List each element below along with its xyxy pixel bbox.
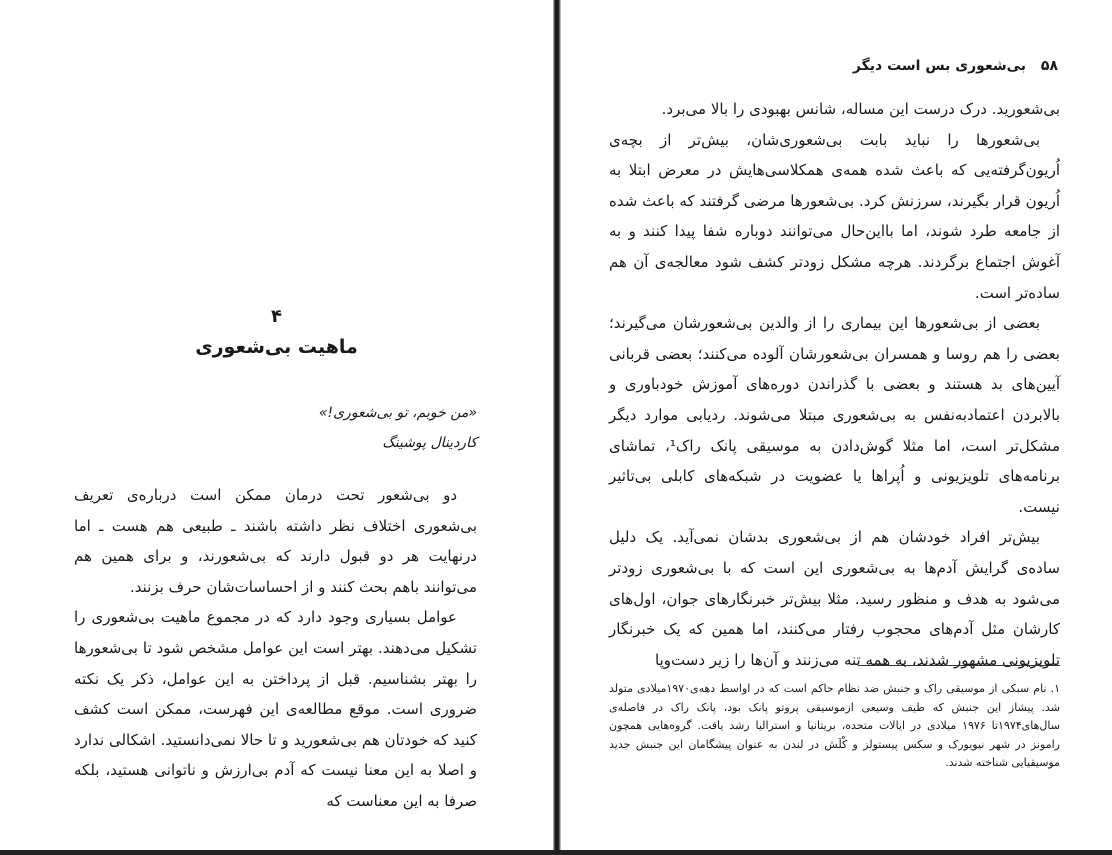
- footnote: ۱. نام سبکی از موسیقی راک و جنبش ضد نظام حاکم است که در اواسط دهه‌ی۱۹۷۰میلادی متولد شد. پیشاز این جنبش که طیف وسیعی ازموسیقی پروتو پانک بود، پانک راک در فاصله‌ی سال‌های۱۹۷۴تا ۱۹۷۶ میلادی در ایالات متحده، بریتانیا و استرالیا رشد یافت. گروه‌هایی همچون رامونز در شهر نیویورک و سکس پیستولز و کْلَش در لندن به‌ عنوان پیشگامان این جنبش جدید موسیقیایی شناخته شدند.: [609, 682, 1060, 770]
- chapter-title: ماهیت بی‌شعوری: [195, 336, 358, 358]
- footnote-divider: [858, 665, 1060, 666]
- epigraph: [319, 398, 477, 458]
- scan-bottom-edge: [0, 850, 1112, 855]
- paragraph: عوامل بسیاری وجود دارد که در مجموع ماهیت بی‌شعوری را تشکیل می‌دهند. بهتر است این عوامل مشخص شود تا بی‌شعورها را بهتر بشناسیم. قبل از پرداختن به این عوامل، ذکر یک نکته ضروری است. موقع مطالعه‌ی این فهرست، ممکن است کشف کنید که خودتان هم بی‌شعورید و تا حالا نمی‌دانستید. اشکالی ندارد و اصلا به این معنا نیست که آدم بی‌ارزش و ناتوانی هستید، بلکه صرفا به این معناست که: [74, 608, 477, 810]
- page-number: ۵۸: [1040, 58, 1058, 74]
- right-page: [561, 0, 1112, 855]
- paragraph: بی‌شعورها را نباید بابت بی‌شعوری‌شان، بیش‌تر از بچه‌ی اُریون‌گرفته‌یی که باعث شده همه‌ی همکلاسی‌هایش در معرض ابتلا به اُریون قرار بگیرند، سرزنش کرد. بی‌شعورها مرضی گرفتند که باعث شده از جامعه طرد شوند، اما بااین‌حال می‌توانند دوباره شفا پیدا کنند و به آغوش اجتماع برگردند. هرچه مشکل زودتر کشف شود معالجه‌ی آن هم ساده‌تر است.: [609, 130, 1060, 302]
- right-body-text: [609, 94, 1060, 675]
- book-spine: [553, 0, 561, 855]
- left-body-text: [74, 480, 477, 817]
- chapter-number: ۴: [271, 306, 282, 327]
- running-title: بی‌شعوری بس است دیگر: [852, 58, 1027, 74]
- paragraph: بی‌شعورید. درک درست این مساله، شانس بهبودی را بالا می‌برد.: [661, 100, 1060, 118]
- epigraph-author: کاردینال پوشینگ: [382, 435, 477, 451]
- paragraph: دو بی‌شعور تحت درمان ممکن است درباره‌ی تعریف بی‌شعوری اختلاف نظر داشته باشند ـ طبیعی هم هست ـ اما درنهایت هر دو قبول دارند که بی‌شعورند، و برای همین هم می‌توانند باهم بحث کنند و از احساسات‌شان حرف بزنند.: [74, 486, 477, 596]
- running-header: [853, 58, 1058, 74]
- epigraph-quote: «من خوبم، تو بی‌شعوری!»: [318, 405, 477, 421]
- paragraph: بعضی از بی‌شعورها این بیماری را از والدین بی‌شعورشان می‌گیرند؛ بعضی را هم روسا و همسران بی‌شعورشان آلوده می‌کنند؛ بعضی قربانی آیین‌های بد هستند و بعضی با گذراندن دوره‌های آموزش خودباوری و بالابردن اعتمادبه‌نفس به بی‌شعوری مبتلا می‌شوند. ردیابی موارد دیگر مشکل‌تر است، اما مثلا گوش‌دادن به موسیقی پانک راک¹، تماشای برنامه‌های تلویزیونی و اُپراها یا عضویت در شبکه‌های کابلی بی‌تاثیر نیست.: [609, 314, 1060, 516]
- left-page: [0, 0, 553, 855]
- paragraph: بیش‌تر افراد خودشان هم از بی‌شعوری بدشان نمی‌آید. یک دلیل ساده‌ی گرایش آدم‌ها به بی‌شعوری این است که با بی‌شعوری زودتر می‌شود به هدف و منظور رسید. مثلا بیش‌تر خبرنگارهای جوان، اول‌های کارشان مثل آدم‌های محجوب رفتار می‌کنند، اما همین که یک خبرنگار تلویزیونی مشهور شدند، به همه تنه می‌زنند و آن‌ها را زیر دست‌وپا: [609, 528, 1060, 669]
